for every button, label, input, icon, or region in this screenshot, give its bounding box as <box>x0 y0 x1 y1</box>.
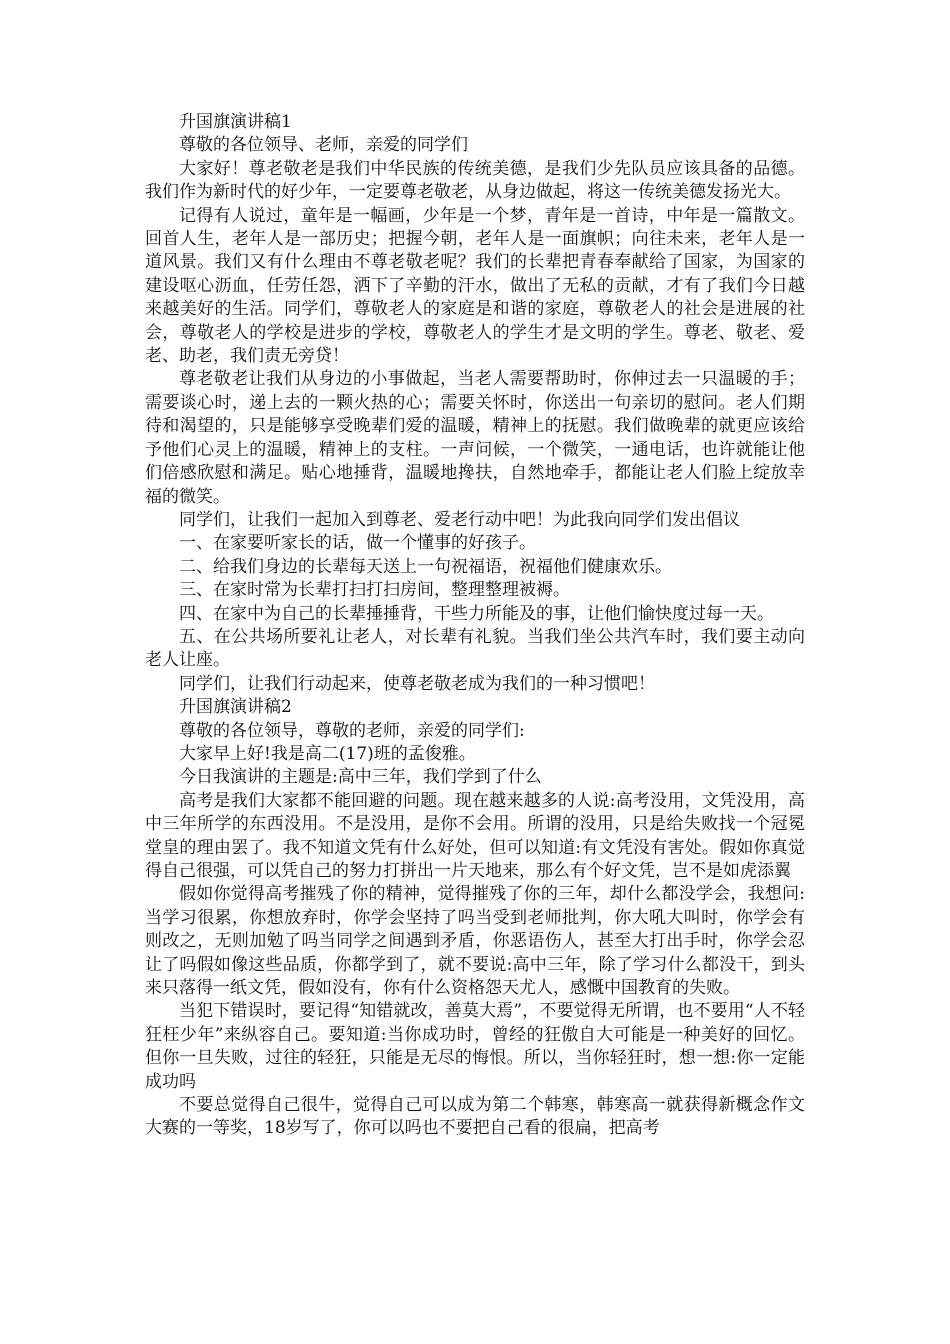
salutation: 尊敬的各位领导、老师，亲爱的同学们 <box>179 135 468 156</box>
paragraph: 大家好！尊老敬老是我们中华民族的传统美德，是我们少先队员应该具备的品德。我们作为新时代的好少年，一定要尊老敬老，从身边做起，将这一传统美德发扬光大。 <box>145 158 805 203</box>
paragraph: 记得有人说过，童年是一幅画，少年是一个梦，青年是一首诗，中年是一篇散文。回首人生，老年人是一部历史；把握今朝，老年人是一面旗帜；向往未来，老年人是一道风景。我们又有什么理由不尊老敬老呢？我们的长辈把青春奉献给了国家，为国家的建设呕心沥血，任劳任怨，洒下了辛勤的汗水，做出了无私的贡献，才有了我们今日越来越美好的生活。同学们，尊敬老人的家庭是和谐的家庭，尊敬老人的社会是进展的社会，尊敬老人的学校是进步的学校，尊敬老人的学生才是文明的学生。尊老、敬老、爱老、助老，我们责无旁贷！ <box>145 205 805 367</box>
paragraph: 同学们，让我们一起加入到尊老、爱老行动中吧！为此我向同学们发出倡议 <box>179 509 740 530</box>
paragraph: 今日我演讲的主题是:高中三年，我们学到了什么 <box>179 767 542 788</box>
paragraph: 同学们，让我们行动起来，使尊老敬老成为我们的一种习惯吧！ <box>179 673 655 694</box>
document-body <box>145 111 805 1141</box>
paragraph: 尊老敬老让我们从身边的小事做起，当老人需要帮助时，你伸过去一只温暖的手；需要谈心时，递上去的一颗火热的心；需要关怀时，你送出一句亲切的慰问。老人们期待和渴望的，只是能够享受晚辈们爱的温暖，精神上的抚慰。我们做晚辈的就更应该给予他们心灵上的温暖，精神上的支柱。一声问候，一个微笑，一通电话，也许就能让他们倍感欣慰和满足。贴心地捶背，温暖地搀扶，自然地牵手，都能让老人们脸上绽放幸福的微笑。 <box>145 369 805 507</box>
paragraph: 高考是我们大家都不能回避的问题。现在越来越多的人说:高考没用，文凭没用，高中三年所学的东西没用。不是没用，是你不会用。所谓的没用，只是给失败找一个冠冕堂皇的理由罢了。我不知道文凭有什么好处，但可以知道:有文凭没有害处。假如你真觉得自己很强，可以凭自己的努力打拼出一片天地来，那么有个好文凭，岂不是如虎添翼 <box>145 790 805 881</box>
paragraph: 假如你觉得高考摧残了你的精神，觉得摧残了你的三年，却什么都没学会，我想问:当学习很累，你想放弃时，你学会坚持了吗当受到老师批判，你大吼大叫时，你学会有则改之，无则加勉了吗当同学之间遇到矛盾，你恶语伤人，甚至大打出手时，你学会忍让了吗假如像这些品质，你都学到了，就不要说:高中三年，除了学习什么都没干，到头来只落得一纸文凭，假如没有，你有什么资格怨天尤人，感慨中国教育的失败。 <box>145 884 805 999</box>
proposal-item: 二、给我们身边的长辈每天送上一句祝福语，祝福他们健康欢乐。 <box>179 556 672 577</box>
salutation: 尊敬的各位领导，尊敬的老师，亲爱的同学们: <box>179 720 525 741</box>
proposal-item: 五、在公共场所要礼让老人，对长辈有礼貌。当我们坐公共汽车时，我们要主动向老人让座。 <box>145 626 805 671</box>
proposal-item: 三、在家时常为长辈打扫打扫房间，整理整理被褥。 <box>179 580 570 601</box>
paragraph: 大家早上好!我是高二(17)班的孟俊雅。 <box>179 743 476 764</box>
paragraph: 不要总觉得自己很牛，觉得自己可以成为第二个韩寒，韩寒高一就获得新概念作文大赛的一等奖，18岁写了，你可以吗也不要把自己看的很扁，把高考 <box>145 1095 805 1139</box>
proposal-item: 四、在家中为自己的长辈捶捶背，干些力所能及的事，让他们愉快度过每一天。 <box>179 603 774 624</box>
speech-title: 升国旗演讲稿2 <box>179 697 292 718</box>
paragraph: 当犯下错误时，要记得“知错就改，善莫大焉”，不要觉得无所谓，也不要用“人不轻狂枉少年”来纵容自己。要知道:当你成功时，曾经的狂傲自大可能是一种美好的回忆。但你一旦失败，过往的轻狂，只能是无尽的悔恨。所以，当你轻狂时，想一想:你一定能成功吗 <box>145 1001 805 1092</box>
speech-title: 升国旗演讲稿1 <box>179 112 292 132</box>
proposal-item: 一、在家要听家长的话，做一个懂事的好孩子。 <box>179 533 536 554</box>
